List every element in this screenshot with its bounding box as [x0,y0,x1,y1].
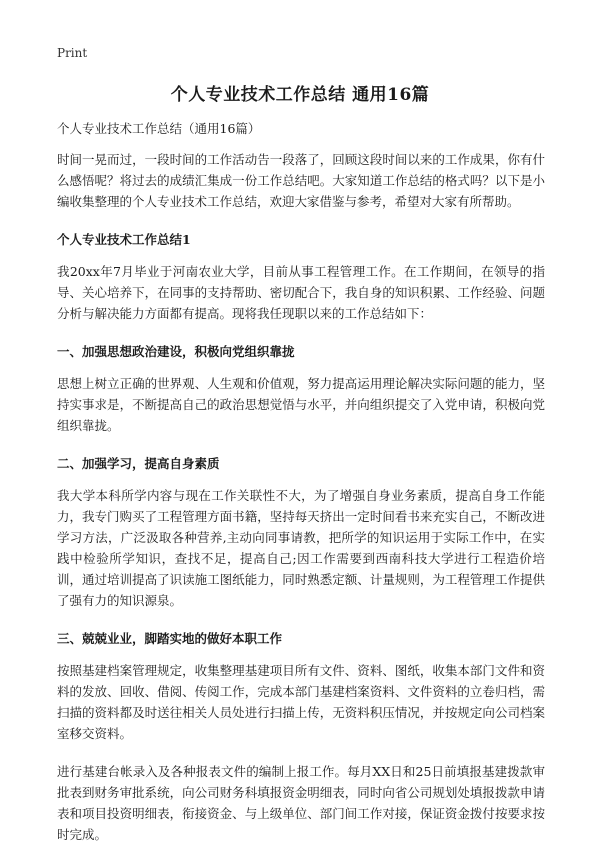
section1-heading: 个人专业技术工作总结1 [57,232,191,247]
document-title: 个人专业技术工作总结 通用16篇 [170,85,430,105]
intro-paragraph: 时间一晃而过，一段时间的工作活动告一段落了，回顾这段时间以来的工作成果，你有什么感悟呢？将过去的成绩汇集成一份工作总结吧。大家知道工作总结的格式吗？以下是小编收集整理的个人专业技术工作总结，欢迎大家借鉴与参考，希望对大家有所帮助。 [57,152,545,209]
heading-political: 一、加强思想政治建设，积极向党组织靠拢 [57,344,295,359]
paragraph-political: 思想上树立正确的世界观、人生观和价值观，努力提高运用理论解决实际问题的能力，坚持实事求是，不断提高自己的政治思想觉悟与水平，并向组织提交了入党申请，积极向党组织靠拢。 [57,376,545,433]
heading-study: 二、加强学习，提高自身素质 [57,456,220,471]
paragraph-ledger: 进行基建台帐录入及各种报表文件的编制上报工作。每月XX日和25日前填报基建拨款审批表到财务审批系统，向公司财务科填报资金明细表，同时向省公司规划处填报拨款申请表和项目投资明细表，衔接资金、与上级单位、部门间工作对接，保证资金拨付按要求按时完成。 [57,764,545,842]
paragraph-archives: 按照基建档案管理规定，收集整理基建项目所有文件、资料、图纸，收集本部门文件和资料的发放、回收、借阅、传阅工作，完成本部门基建档案资料、文件资料的立卷归档，需扫描的资料都及时送往相关人员处进行扫描上传，无资料积压情况，并按规定向公司档案室移交资料。 [57,663,545,741]
subtitle: 个人专业技术工作总结（通用16篇） [57,121,261,136]
paragraph-study: 我大学本科所学内容与现在工作关联性不大，为了增强自身业务素质，提高自身工作能力，我专门购买了工程管理方面书籍，坚持每天挤出一定时间看书来充实自己，不断改进学习方法，广泛汲取各种营养,主动向同事请教，把所学的知识运用于实际工作中，在实践中检验所学知识，查找不足，提高自己;因工作需要到西南科技大学进行工程造价培训，通过培训提高了识读施工图纸能力，同时熟悉定额、计量规则，为工程管理工作提供了强有力的知识源泉。 [57,488,545,608]
print-link[interactable]: Print [57,46,88,60]
section1-paragraph: 我20xx年7月毕业于河南农业大学，目前从事工程管理工作。在工作期间，在领导的指导、关心培养下，在同事的支持帮助、密切配合下，我自身的知识积累、工作经验、问题分析与解决能力方面都有提高。现将我任现职以来的工作总结如下： [57,264,545,321]
document-body [57,118,545,862]
heading-work: 三、兢兢业业，脚踏实地的做好本职工作 [57,631,283,646]
